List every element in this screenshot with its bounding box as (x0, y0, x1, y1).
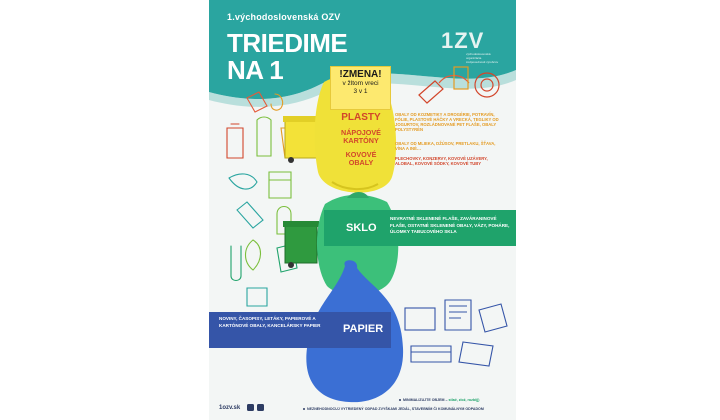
papier-title: PAPIER (343, 323, 384, 335)
sklo-band (324, 210, 516, 246)
poster (209, 0, 516, 420)
plasty-description: OBALY OD KOZMETIKY A DROGÉRIE, POTRAVÍN, FÓLIE, PLASTOVÉ HÁČKY A VRECKÁ, TEGLIKY OD JOGURTOV, ROZLÁDNOVANÉ PET FLAŠE, OBALY POLYSTYRÉN (395, 112, 499, 132)
footer-tip1-highlight: stlač, zlož, rozbi(j) (448, 398, 480, 402)
papier-band (209, 312, 391, 348)
label-plasty: PLASTY (341, 112, 381, 123)
change-line1: v žltom vreci (342, 80, 379, 87)
bullet-icon (399, 399, 401, 401)
label-kartony: NÁPOJOVÉ KARTÓNY (341, 128, 381, 145)
kovove-description: PLECHOVKY, KONZERVY, KOVOVÉ UZÁVERY, ALOBAL, KOVOVÉ SÓDKY, KOVOVÉ TUBY (395, 156, 488, 166)
yellow-bag-labels (335, 112, 387, 173)
headline-line1: TRIEDIME (227, 28, 348, 58)
change-title: !ZMENA! (339, 69, 382, 80)
instagram-icon[interactable] (257, 404, 264, 411)
sklo-title: SKLO (346, 222, 377, 234)
kartony-description: OBALY OD MLIEKA, DŽÚSOV, PRETLAKU, ŠŤAVA, VÍNA A INÉ… (395, 141, 496, 151)
papier-description: NOVINY, ČASOPISY, LETÁKY, PAPIEROVÉ A KARTÓNOVÉ OBALY, KANCELÁRSKY PAPIER (219, 316, 321, 328)
website-link[interactable]: 1ozv.sk (219, 405, 241, 411)
facebook-icon[interactable] (247, 404, 254, 411)
label-kovove: KOVOVÉ OBALY (345, 150, 377, 167)
cans-sketch-icon (399, 55, 509, 115)
headline-line2: NA 1 (227, 55, 284, 85)
bullet-icon (303, 408, 305, 410)
header-subtitle: 1.východoslovenská OZV (227, 12, 341, 22)
logo: 1ZV (441, 28, 485, 53)
logo-tagline: východoslovenská organizácia zodpovednosti výrobcov (466, 52, 499, 64)
change-notice (330, 66, 391, 110)
footer-tip2: NEZNEHODNOCUJ VYTRIEDENÝ ODPAD ZVYŠKAMI JEDÁL, STAVEBNÍM ČI KOMUNÁLNYM ODPADOM (303, 407, 484, 411)
sklo-description: NEVRATNÉ SKLENENÉ FLAŠE, ZAVÁRANINOVÉ FLAŠE, OSTATNÉ SKLENENÉ OBALY, VÁZY, POHÁRE, ÚLOMKY TABUĽOVÉHO SKLA (390, 216, 510, 234)
papers-sketch-icon (397, 290, 512, 370)
footer-tip1: MINIMALIZUJTE OBJEM – stlač, zlož, rozbi(j) (399, 398, 479, 402)
change-line2: 3 v 1 (353, 88, 368, 95)
